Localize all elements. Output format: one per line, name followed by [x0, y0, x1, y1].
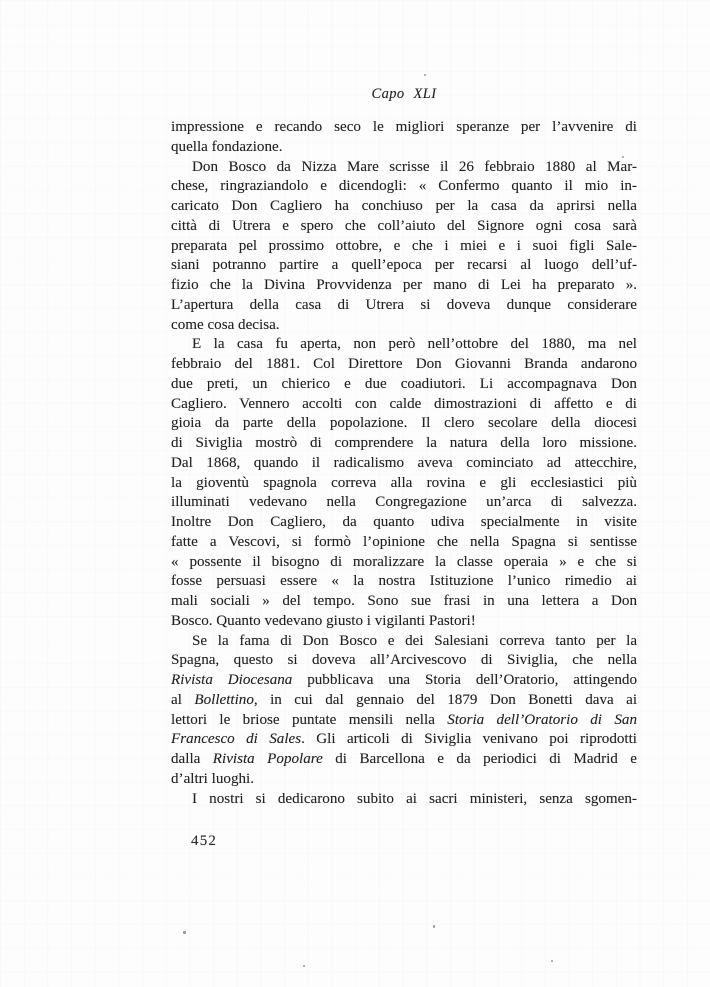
scan-speck [183, 931, 186, 934]
text-line: preparata pel prossimo ottobre, e che i miei e i suoi figli Sale- [171, 237, 637, 254]
text-line: d’altri luoghi. [171, 770, 255, 787]
text-line: Cagliero. Vennero accolti con calde dimostrazioni di affetto e di [171, 395, 637, 412]
page-number: 452 [191, 833, 218, 849]
text-line: la gioventù spagnola correva alla rovina e gli ecclesiastici più [171, 474, 637, 491]
text-line: fizio che la Divina Provvidenza per mano di Lei ha preparato ». [171, 277, 638, 293]
text-line: I nostri si dedicarono subito ai sacri ministeri, senza sgomen- [192, 790, 637, 807]
text-line: illuminati vedevano nella Congregazione un’arca di salvezza. [171, 494, 637, 511]
text-line: L’apertura della casa di Utrera si doveva dunque considerare [171, 296, 637, 313]
text-line: gioia da parte della popolazione. Il clero secolare della diocesi [171, 415, 637, 432]
scan-speck [433, 925, 435, 928]
text-line: quella fondazione. [171, 138, 283, 155]
text-line: caricato Don Cagliero ha conchiuso per la casa da aprirsi nella [171, 198, 637, 214]
text-line: Don Bosco da Nizza Mare scrisse il 26 febbraio 1880 al Mar- [192, 158, 637, 175]
text-line: al Bollettino, in cui dal gennaio del 1879 Don Bonetti dava ai [171, 691, 638, 708]
text-line: Dal 1868, quando il radicalismo aveva cominciato ad attecchire, [171, 454, 638, 471]
chapter-header: Capo XLI [371, 86, 437, 102]
text-line: mali sociali » del tempo. Sono sue frasi in una lettera a Don [171, 593, 638, 609]
scan-speck [551, 960, 553, 962]
text-line: fosse persuasi essere « la nostra Istituzione l’unico rimedio ai [171, 573, 637, 590]
text-line: Spagna, questo si doveva all’Arcivescovo di Siviglia, che nella [171, 652, 637, 669]
text-block [171, 118, 637, 809]
text-line: Bosco. Quanto vedevano giusto i vigilanti Pastori! [171, 612, 476, 629]
scan-speck [303, 965, 305, 967]
text-line: fatte a Vescovi, si formò l’opinione che nella Spagna si sentisse [171, 533, 637, 550]
text-line: di Siviglia mostrò di comprendere la natura della loro missione. [171, 435, 637, 451]
text-line: lettori le briose puntate mensili nella Storia dell’Oratorio di San [171, 711, 638, 728]
text-line: due preti, un chierico e due coadiutori. Li accompagnava Don [171, 375, 637, 392]
text-line: come cosa decisa. [171, 316, 280, 333]
text-line: Rivista Diocesana pubblicava una Storia dell’Oratorio, attingendo [171, 672, 638, 688]
text-line: impressione e recando seco le migliori speranze per l’avvenire di [171, 119, 637, 135]
scan-speck [622, 156, 624, 158]
text-line: siani potranno partire a quell’epoca per recarsi al luogo dell’uf- [171, 257, 637, 274]
text-line: Francesco di Sales. Gli articoli di Siviglia venivano poi riprodotti [171, 731, 638, 748]
text-line: E la casa fu aperta, non però nell’ottobre del 1880, ma nel [192, 336, 637, 353]
text-line: Se la fama di Don Bosco e dei Salesiani correva tanto per la [192, 632, 638, 649]
text-line: Inoltre Don Cagliero, da quanto udiva specialmente in visite [171, 514, 638, 530]
text-line: « possente il bisogno di moralizzare la classe operaia » e che si [171, 553, 638, 570]
text-line: chese, ringraziandolo e dicendogli: « Confermo quanto il mio in- [171, 178, 637, 195]
text-line: febbraio del 1881. Col Direttore Don Giovanni Branda andarono [171, 356, 638, 372]
text-line: città di Utrera e spero che coll’aiuto del Signore ogni cosa sarà [171, 217, 637, 234]
text-line: dalla Rivista Popolare di Barcellona e da periodici di Madrid e [171, 751, 638, 767]
scan-speck [424, 74, 426, 76]
